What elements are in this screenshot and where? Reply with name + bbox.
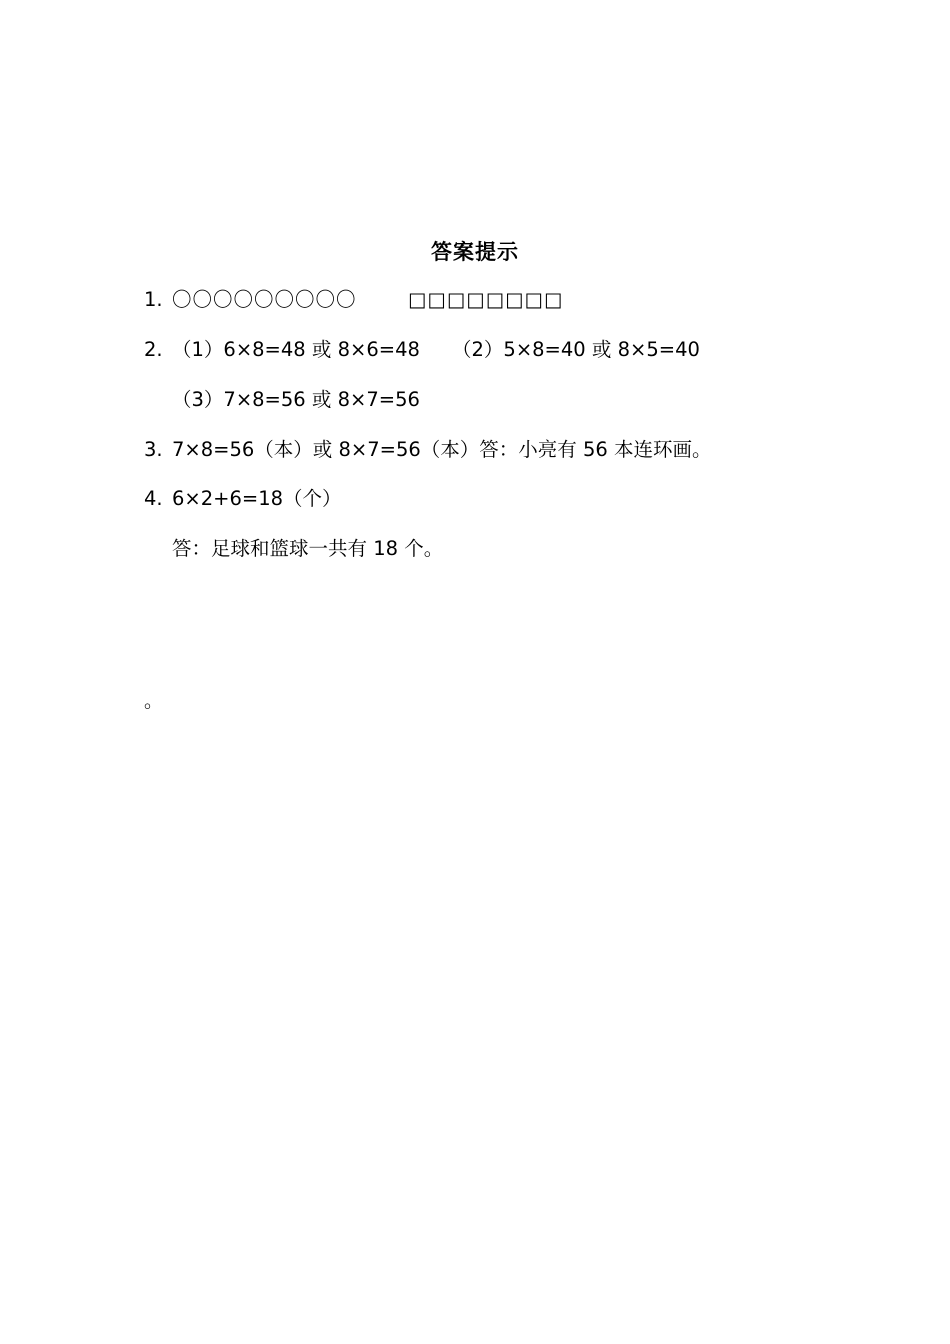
q1-squares: □□□□□□□□ xyxy=(408,288,564,311)
q2-number: 2. xyxy=(144,338,163,361)
page-title: 答案提示 xyxy=(431,240,519,264)
q3-text: 7×8=56（本）或 8×7=56（本）答：小亮有 56 本连环画。 xyxy=(172,438,712,461)
q1-circles: 〇〇〇〇〇〇〇〇〇 xyxy=(172,288,357,311)
q4-answer: 答：足球和篮球一共有 18 个。 xyxy=(172,537,444,560)
q1-number: 1. xyxy=(144,288,163,311)
q4-text: 6×2+6=18（个） xyxy=(172,487,342,510)
stray-period-mark: 。 xyxy=(144,690,164,712)
q2-part2: （2）5×8=40 或 8×5=40 xyxy=(452,338,700,361)
q2-part3: （3）7×8=56 或 8×7=56 xyxy=(172,388,420,411)
q2-part1: （1）6×8=48 或 8×6=48 xyxy=(172,338,420,361)
q4-number: 4. xyxy=(144,487,163,510)
q3-number: 3. xyxy=(144,438,163,461)
